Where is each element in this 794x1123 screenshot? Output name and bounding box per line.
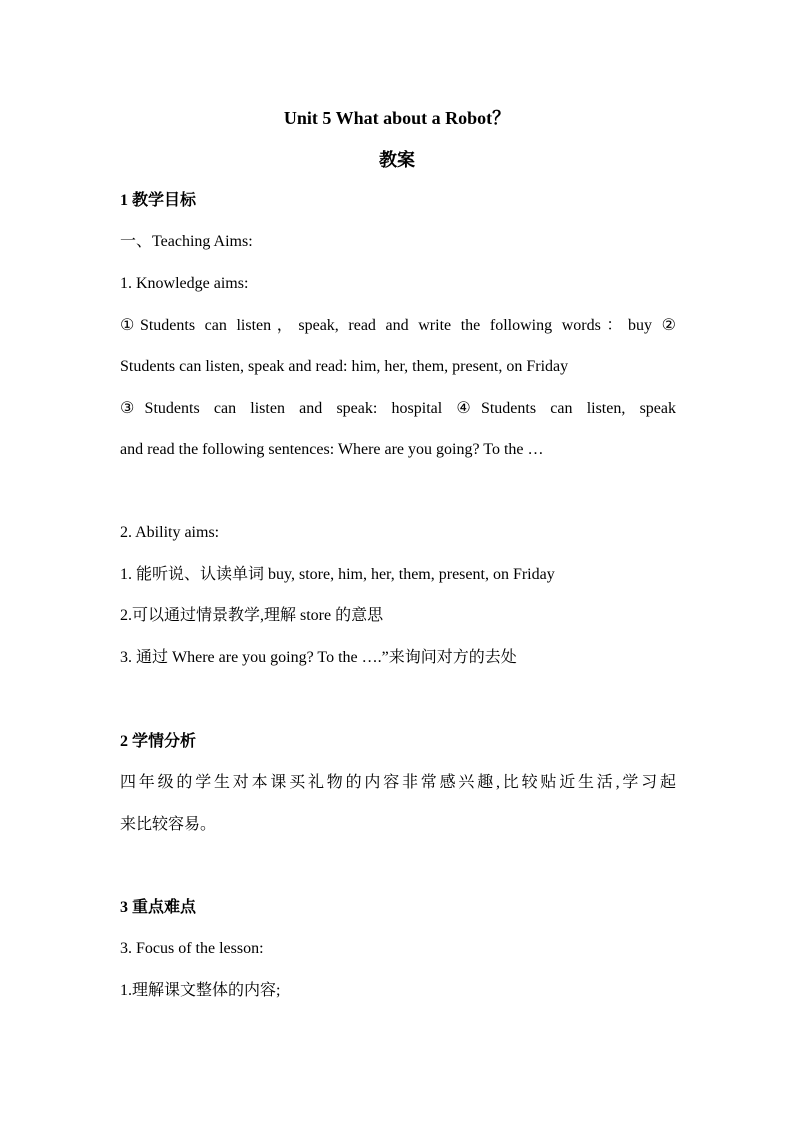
focus-line-1: 1.理解课文整体的内容; <box>120 982 281 999</box>
ability-line-3: 3. 通过 Where are you going? To the ….”来询问对方的去处 <box>120 649 517 666</box>
focus-heading: 3. Focus of the lesson: <box>120 940 264 957</box>
student-analysis-line-2: 来比较容易。 <box>120 816 217 833</box>
knowledge-line-2: Students can listen, speak and read: him, her, them, present, on Friday <box>120 358 569 375</box>
ability-line-1: 1. 能听说、认读单词 buy, store, him, her, them, present, on Friday <box>120 566 555 583</box>
document-subtitle: 教案 <box>379 150 415 170</box>
document-title: Unit 5 What about a Robot？ <box>283 108 511 128</box>
student-analysis-line-1: 四年级的学生对本课买礼物的内容非常感兴趣,比较贴近生活,学习起 <box>120 774 676 791</box>
section-heading-student-analysis: 2 学情分析 <box>120 733 197 750</box>
section-heading-teaching-goals: 1 教学目标 <box>120 192 197 209</box>
ability-line-2: 2.可以通过情景教学,理解 store 的意思 <box>120 607 384 624</box>
knowledge-line-4: and read the following sentences: Where are you going? To the … <box>120 441 544 458</box>
section-heading-key-points: 3 重点难点 <box>120 899 197 916</box>
teaching-aims-heading: 一、Teaching Aims: <box>120 233 253 250</box>
knowledge-aims-heading: 1. Knowledge aims: <box>120 275 249 292</box>
knowledge-line-3: ③Students can listen and speak: hospital ④Students can listen, speak <box>120 400 676 417</box>
knowledge-line-1: ①Students can listen，speak, read and write the following words：buy ② <box>120 317 676 334</box>
ability-aims-heading: 2. Ability aims: <box>120 524 220 541</box>
